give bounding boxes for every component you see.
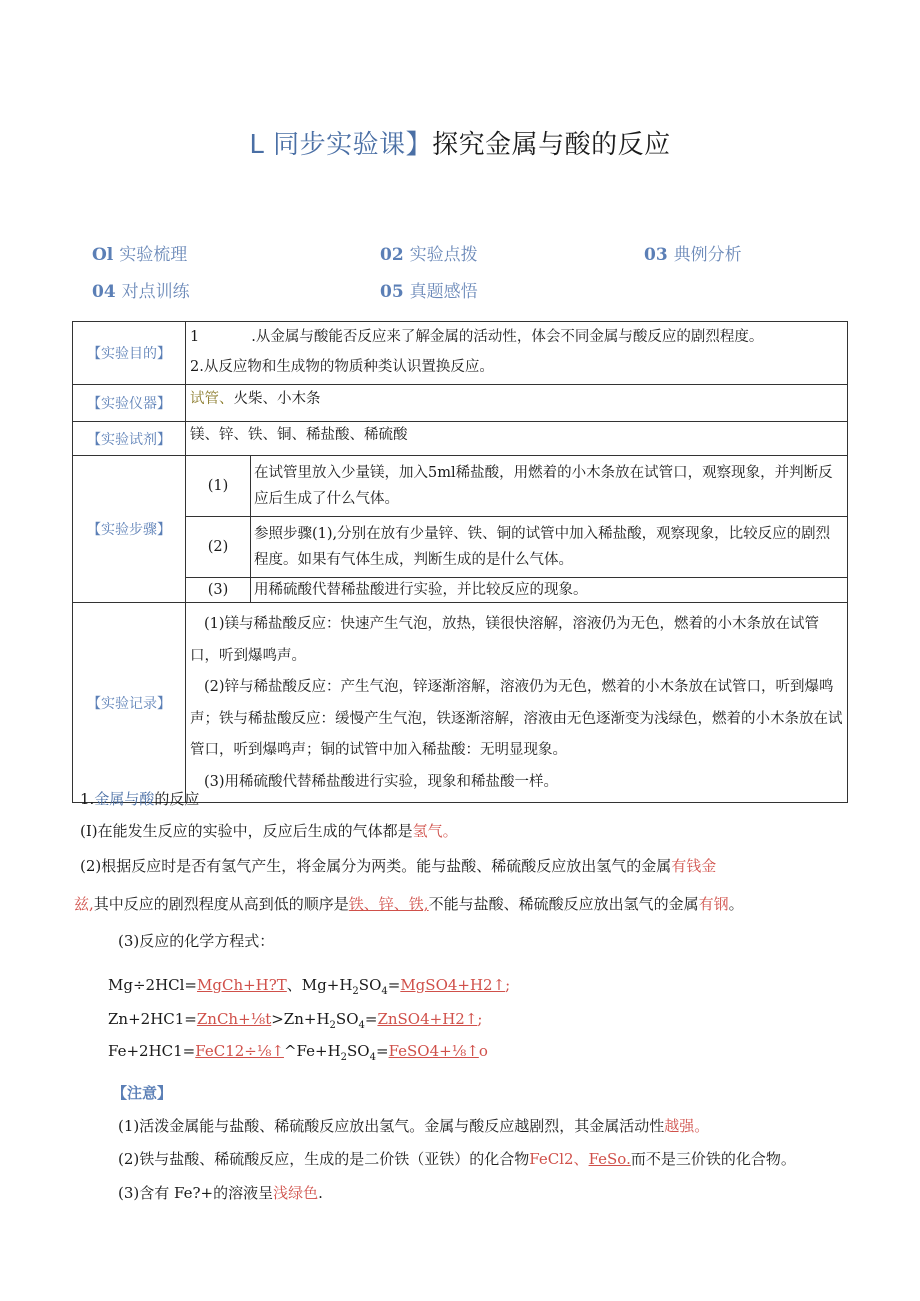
- record-p3: (3)用稀硫酸代替稀盐酸进行实验，现象和稀盐酸一样。: [204, 773, 559, 790]
- equation-fe: $Fe+2HC1=FeC12\div\frac{1}{8}↑\^{}Fe+H_2SO_4=FeSO4+\frac{1}{8}↑o$: [108, 1042, 488, 1063]
- reagents-text: 镁、锌、铁、铜、稀盐酸、稀硫酸: [190, 427, 408, 443]
- nav-item-3[interactable]: 03 典例分析: [644, 245, 742, 265]
- title-prefix: L 同步实验课】: [249, 130, 433, 160]
- record-head: 【实验记录】: [73, 603, 186, 803]
- steps-head: 【实验步骤】: [73, 456, 186, 603]
- apparatus-text: 试管、火柴、小木条: [190, 391, 321, 407]
- step-row: [186, 456, 847, 517]
- step-text: 用稀硫酸代替稀盐酸进行实验，并比较反应的现象。: [254, 582, 588, 598]
- purpose-line-1: 1 .从金属与酸能否反应来了解金属的活动性，体会不同金属与酸反应的剧烈程度。: [190, 329, 764, 345]
- page-title: [0, 124, 920, 161]
- note-3: (3)含有 Fe?+的溶液呈浅绿色.: [118, 1184, 323, 1202]
- reagents-row: [73, 422, 848, 456]
- equation-zn: $Zn+2HC1=ZnCh+\frac{1}{8}t>Zn+H_2SO_4=ZnSO4+H2↑$;: [108, 1010, 483, 1031]
- step-num: (1): [186, 456, 251, 517]
- record-text: [186, 603, 847, 802]
- section-p3: 兹,其中反应的剧烈程度从高到低的顺序是铁、锌、铁,不能与盐酸、稀硫酸反应放出氢气的金属有钢。: [74, 895, 744, 913]
- apparatus-row: [73, 385, 848, 422]
- section-p1: (I)在能发生反应的实验中，反应后生成的气体都是氢气。: [80, 822, 458, 840]
- equation-mg: Mg÷2HCl=MgCh+H?T、$Mg+H_2SO_4=MgSO4+H2↑$;: [108, 976, 511, 997]
- record-row: [73, 603, 848, 803]
- step-row: [186, 517, 847, 578]
- nav-item-2[interactable]: 02 实验点拨: [380, 245, 478, 265]
- step-row: [186, 578, 847, 603]
- record-p1: (1)镁与稀盐酸反应：快速产生气泡，放热，镁很快溶解，溶液仍为无色，燃着的小木条放在试管口，听到爆鸣声。: [190, 616, 820, 664]
- nav-item-5[interactable]: 05 真题感悟: [380, 282, 478, 302]
- purpose-line-2: 2.从反应物和生成物的物质种类认识置换反应。: [190, 359, 494, 375]
- section-p4: (3)反应的化学方程式：: [118, 932, 275, 950]
- nav-item-1[interactable]: Ol 实验梳理: [92, 245, 188, 265]
- purpose-row: [73, 322, 848, 385]
- step-text: 在试管里放入少量镁，加入5ml稀盐酸，用燃着的小木条放在试管口，观察现象，并判断反应后生成了什么气体。: [251, 456, 848, 517]
- step-num: (2): [186, 517, 251, 578]
- section-p2: (2)根据反应时是否有氢气产生，将金属分为两类。能与盐酸、稀硫酸反应放出氢气的金属有钱金: [80, 857, 717, 875]
- reagents-head: 【实验试剂】: [73, 422, 186, 456]
- step-num: (3): [186, 578, 251, 603]
- note-2: (2)铁与盐酸、稀硫酸反应，生成的是二价铁（亚铁）的化合物FeCl2、FeSo.而不是三价铁的化合物。: [118, 1150, 796, 1168]
- steps-row: [73, 456, 848, 603]
- note-1: (1)活泼金属能与盐酸、稀硫酸反应放出氢气。金属与酸反应越剧烈，其金属活动性越强。: [118, 1117, 710, 1135]
- record-p2: (2)锌与稀盐酸反应：产生气泡，锌逐渐溶解，溶液仍为无色，燃着的小木条放在试管口，听到爆鸣声；铁与稀盐酸反应：缓慢产生气泡，铁逐渐溶解，溶液由无色逐渐变为浅绿色，燃着的小木条放在试管口，听到爆鸣声；铜的试管中加入稀盐酸：无明显现象。: [190, 679, 843, 758]
- purpose-head: 【实验目的】: [73, 322, 186, 385]
- nav-item-4[interactable]: 04 对点训练: [92, 282, 190, 302]
- apparatus-head: 【实验仪器】: [73, 385, 186, 422]
- notes-heading: 【注意】: [112, 1084, 173, 1102]
- title-main: 探究金属与酸的反应: [432, 130, 671, 160]
- section-heading: 1.金属与酸的反应: [80, 790, 200, 808]
- experiment-table: [72, 321, 848, 803]
- steps-table: [186, 456, 847, 602]
- step-text: 参照步骤(1),分别在放有少量锌、铁、铜的试管中加入稀盐酸，观察现象，比较反应的剧烈程度。如果有气体生成，判断生成的是什么气体。: [251, 517, 848, 578]
